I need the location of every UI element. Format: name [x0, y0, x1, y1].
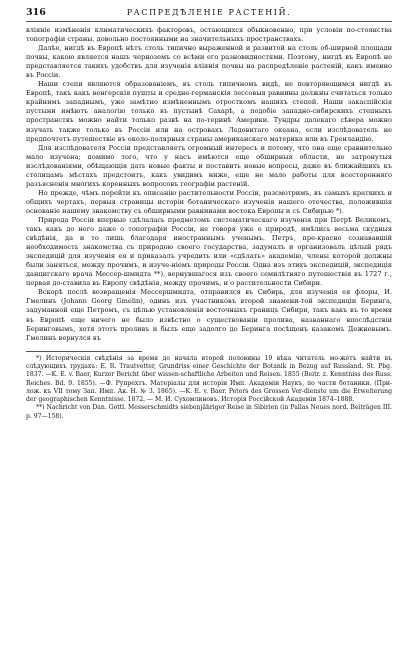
page-header: [26, 7, 392, 22]
page-number: 316: [26, 7, 46, 18]
paragraph: Наши степи являются образованіемъ, въ столь типичномъ видѣ, не повторяющимся нигдѣ въ Европѣ, такъ какъ венгерскія пушты и средне-германскія лессовыя равнины должны считаться только крайнимъ западнымъ, уже замѣтно измѣненнымъ отросткомъ нашихъ степей. Наши закаспійскія пустыни имѣютъ аналогію только въ пустынѣ Сахарѣ, а подобіе западно-сибирскихъ степныхъ пространствъ можно найти только развѣ на по-теринѣ Америки. Тундры далекаго сѣвера можно изучать также только въ Россіи или на островахъ Ледовитаго океана, если изслѣдователь не предпочтетъ путешествіе въ около-полярныя страны американскаго материка или въ Гренландію.: [26, 80, 392, 143]
body-text: [26, 26, 392, 343]
paragraph: Далѣе, нигдѣ въ Европѣ нѣтъ столь типично выраженной и развитой на столь об-ширной площади почвы, какою является нашъ черноземъ со всѣми его разновидностями. Поэтому, нигдѣ въ Европѣ не представляется такихъ удобствъ для изученія вліянія почвы на распредѣленіе растеній, какъ именно въ Россіи.: [26, 44, 392, 80]
paragraph: вліяніе измѣненія климатическихъ факторовъ, остающихся обыкновенно, при условіи по-стоянства топографіи страны, довольно постоянными на значительныхъ пространствахъ.: [26, 26, 392, 44]
footnotes: [26, 355, 392, 421]
paragraph: Вскорѣ послѣ возвращенія Мессершмидта, отправился въ Сибирь, для изученія ея флоры, И. Гмелинъ (Johann Georg Gmelin), одинъ изъ участниковъ второй знамени-той экспедиціи Беринга, задуманной еще Петромъ, съ цѣлью установленія восточныхъ границъ Сибири, такъ какъ въ то время въ Европѣ еще ничего не было извѣстно о существованіи пролива, названнаго впослѣдствіи Беринговымъ, хотя этотъ проливъ и былъ еще задолго до Беринга посѣщенъ казакомъ Дежневымъ. Гмелинъ вернулся въ: [26, 288, 392, 342]
footnote: **) Nachricht von Dan. Gottl. Messerschmidts siebenjähriger Reise in Sibirien (in Pallas Neues nord. Beiträgen III. p. 97—158).: [26, 404, 392, 420]
running-title: РАСПРЕДѢЛЕНІЕ РАСТЕНІЙ.: [126, 8, 292, 17]
paragraph: Природа Россіи впервые сдѣлалась предметомъ систематическаго изученія при Петрѣ Великомъ, такъ какъ до него даже о топографіи Россіи, не говоря уже о природѣ, имѣлись весьма скудныя свѣдѣнія, да и то лишь благодаря иностраннымъ ученымъ. Петръ, пре-красно сознававшій необходимость знакомства съ природою своего государства, задумалъ и организовалъ цѣлый рядъ экспедицій для изученія ея и приказалъ учредить или «сдѣлать» академію, члены которой должны были заняться, между прочимъ, и изуче-ніемъ природы Россіи. Одна изъ этихъ экспедицій, экспедиція данцигскаго врача Мессер-шмидта **), вернувшагося изъ своего семилѣтняго путешествія въ 1727 г., первая до-ставила въ Европу свѣдѣнія, между прочимъ, и о растительности Сибири.: [26, 215, 392, 288]
footnote: *) Историческія свѣдѣнія за время до начала второй половины 19 вѣка читатель мо-жетъ найти въ слѣдующихъ трудахъ: E. R. Trautvetter, Grundriss einer Geschichte der Botanik in Bezug auf Russland. St. Pbg. 1837. —K. E. v. Baer, Kurzer Bericht über wissen-schaftliche Arbeiten und Reisen. 1855 (Beitr. z. Kenntniss des Russ. Reiches. Bd. 9. 1855). —Ф. Рупрехтъ. Матеріалы для исторіи Имп. Академіи Наукъ, по части ботаники. (При-лож. къ VII тому Зап. Имп. Ак. Н. № 3. 1865). —K. E. v. Baer. Peters des Grossen Ver-dienste um die Erweiterung der geographischen Kenntnisse. 1872. — М. И. Сухомлиновъ. Исторія Россійской Академіи 1874–1888.: [26, 354, 392, 404]
paragraph: Но прежде, чѣмъ перейти къ описанію растительности Россіи, разсмотримъ, въ самыхъ краткихъ и общихъ чертахъ, первыя страницы исторіи ботаническаго изученія нашего отечества, положившія основаніе нашему знакомству съ обширными равнинами востока Европы и съ Сибирью *).: [26, 188, 392, 215]
footnote-divider: [26, 351, 142, 352]
paragraph: Для изслѣдователя Россіи представляетъ огромный интересъ и потому, что она еще сравнительно мало изучена; помимо того, что у насъ имѣются еще обширныя области, не затронутыя изслѣдованіями, обѣщающія дать новые факты и поставить новые вопросы, даже въ ближайшихъ къ столицамъ мѣстахъ предстоитъ, какъ увидимъ ниже, еще не мало работы для всесторонняго разъясненія многихъ коренныхъ вопросовъ географіи растеній.: [26, 143, 392, 188]
